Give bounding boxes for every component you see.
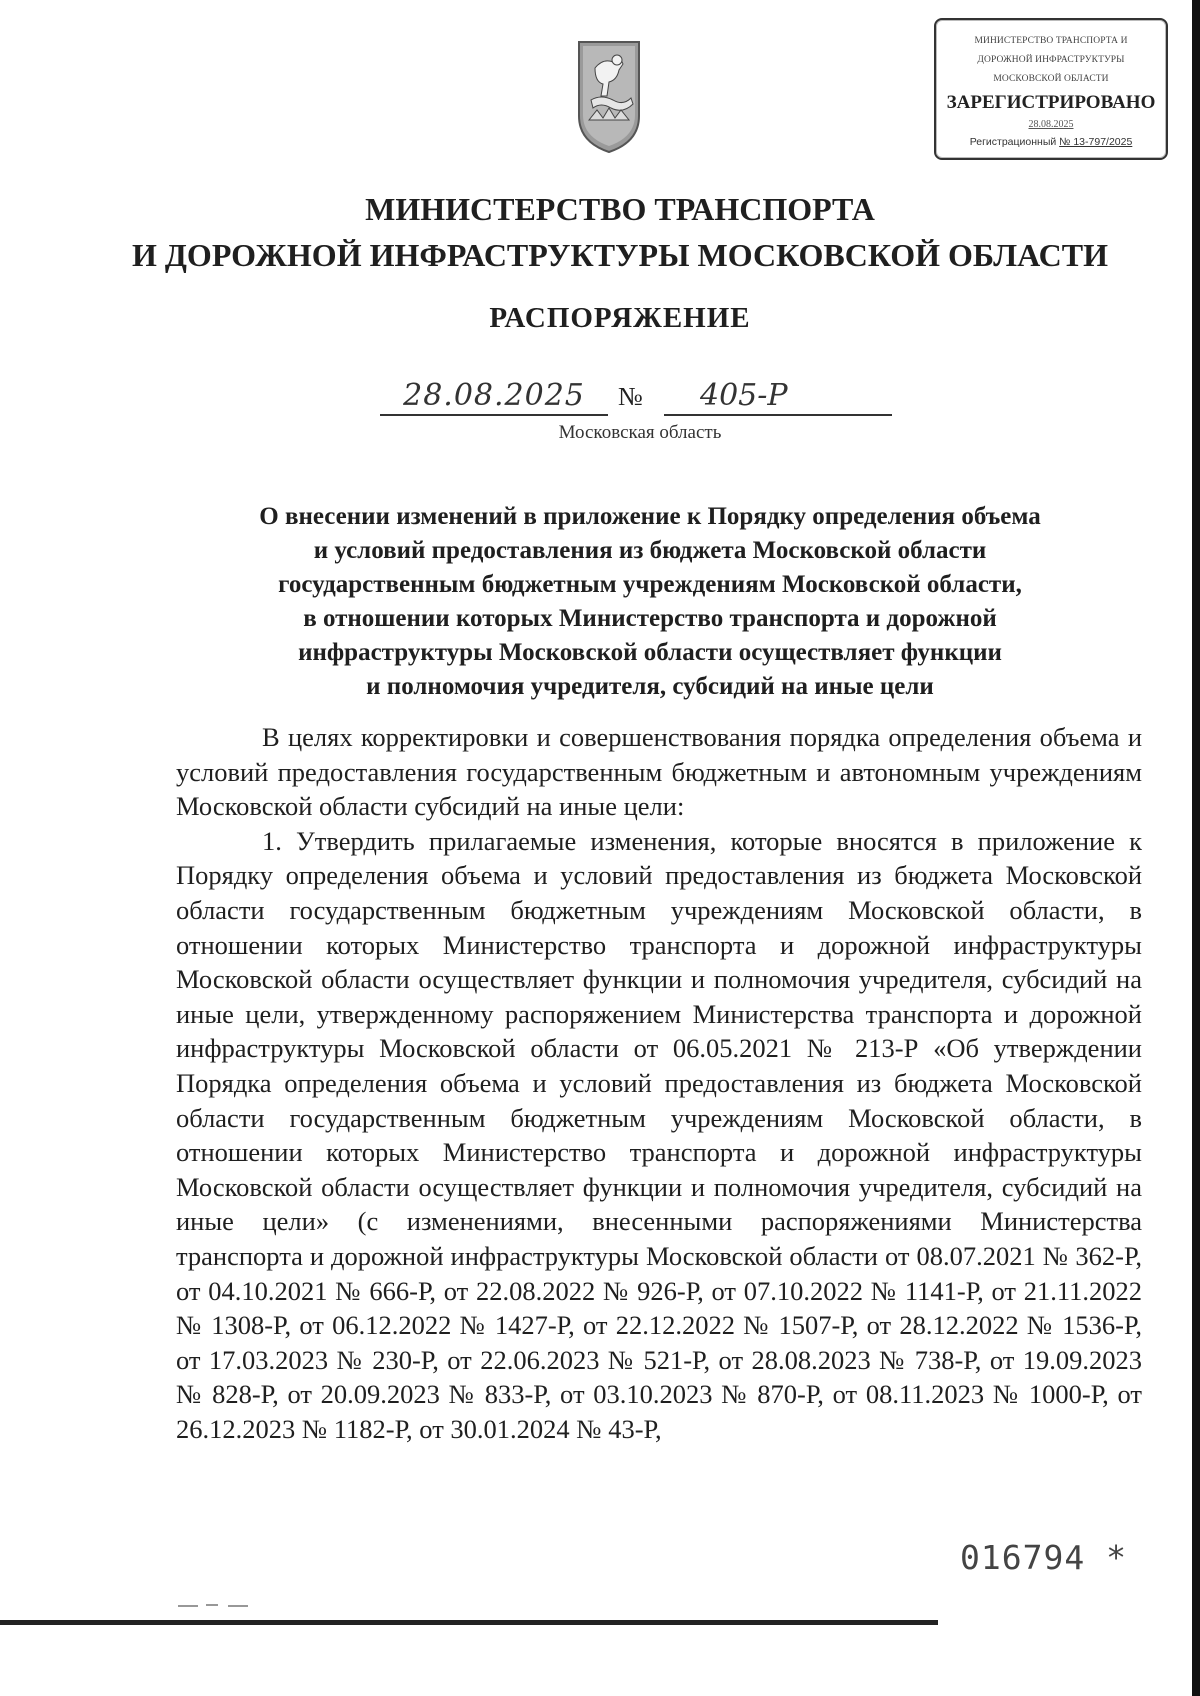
number-sign: № <box>618 382 643 411</box>
ministry-title <box>100 186 1140 278</box>
subject-line-3: государственным бюджетным учреждениям Московской области, <box>278 571 1022 598</box>
scan-edge-line <box>0 1620 938 1625</box>
subject-line-2: и условий предоставления из бюджета Московской области <box>313 537 987 564</box>
ministry-title-line-2: И ДОРОЖНОЙ ИНФРАСТРУКТУРЫ МОСКОВСКОЙ ОБЛАСТИ <box>132 237 1108 273</box>
scan-right-edge <box>1192 0 1200 1696</box>
document-type-title: РАСПОРЯЖЕНИЕ <box>489 302 751 334</box>
stamp-date: 28.08.2025 <box>1028 119 1074 130</box>
scan-artifact-mark <box>178 1604 248 1607</box>
registration-stamp <box>934 18 1168 160</box>
stamp-status: ЗАРЕГИСТРИРОВАНО <box>946 92 1156 113</box>
body-paragraph-preamble: В целях корректировки и совершенствования порядка определения объема и условий предоставления государственным бюджетным и автономным учреждениям Московской области субсидий на иные цели: <box>176 722 1142 822</box>
document-serial-number: 016794 * <box>960 1538 1127 1577</box>
subject-line-1: О внесении изменений в приложение к Порядку определения объема <box>259 503 1041 530</box>
stamp-org-line-1: МИНИСТЕРСТВО ТРАНСПОРТА И <box>974 36 1128 46</box>
subject-line-4: в отношении которых Министерство транспорта и дорожной <box>303 605 997 632</box>
date-number-line <box>380 378 900 418</box>
subject-line-5: инфраструктуры Московской области осуществляет функции <box>298 639 1002 666</box>
stamp-reg-value: № 13-797/2025 <box>1059 136 1133 148</box>
handwritten-number: 405-Р <box>664 378 892 416</box>
subject-line-6: и полномочия учредителя, субсидий на иные цели <box>366 673 934 700</box>
ministry-title-line-1: МИНИСТЕРСТВО ТРАНСПОРТА <box>365 191 875 227</box>
document-body <box>176 720 1142 1446</box>
body-paragraph-item-1: 1. Утвердить прилагаемые изменения, которые вносятся в приложение к Порядку определения объема и условий предоставления из бюджета Московской области государственным бюджетным учреждениям Московской области, в отношении которых Министерство транспорта и дорожной инфраструктуры Московской области осуществляет функции и полномочия учредителя, субсидий на иные цели, утвержденному распоряжением Министерства транспорта и дорожной инфраструктуры Московской области от 06.05.2021 № 213-Р «Об утверждении Порядка определения объема и условий предоставления из бюджета Московской области государственным бюджетным учреждениям Московской области, в отношении которых Министерство транспорта и дорожной инфраструктуры Московской области осуществляет функции и полномочия учредителя, субсидий на иные цели» (с изменениями, внесенными распоряжениями Министерства транспорта и дорожной инфраструктуры Московской области от 08.07.2021 № 362-Р, от 04.10.2021 № 666-Р, от 22.08.2022 № 926-Р, от 07.10.2022 № 1141-Р, от 21.11.2022 № 1308-Р, от 06.12.2022 № 1427-Р, от 22.12.2022 № 1507-Р, от 28.12.2022 № 1536-Р, от 17.03.2023 № 230-Р, от 22.06.2023 № 521-Р, от 28.08.2023 № 738-Р, от 19.09.2023 № 828-Р, от 20.09.2023 № 833-Р, от 03.10.2023 № 870-Р, от 08.11.2023 № 1000-Р, от 26.12.2023 № 1182-Р, от 30.01.2024 № 43-Р, <box>176 825 1142 1444</box>
stamp-reg-number <box>936 133 1166 151</box>
stamp-org-line-2: ДОРОЖНОЙ ИНФРАСТРУКТУРЫ <box>977 55 1125 65</box>
stamp-reg-label: Регистрационный <box>969 136 1057 148</box>
place-label: Московская область <box>558 422 722 443</box>
handwritten-date: 28.08.2025 <box>380 378 608 416</box>
coat-of-arms-emblem <box>573 38 645 156</box>
subject-heading <box>200 500 1100 704</box>
stamp-org-line-3: МОСКОВСКОЙ ОБЛАСТИ <box>993 74 1109 84</box>
